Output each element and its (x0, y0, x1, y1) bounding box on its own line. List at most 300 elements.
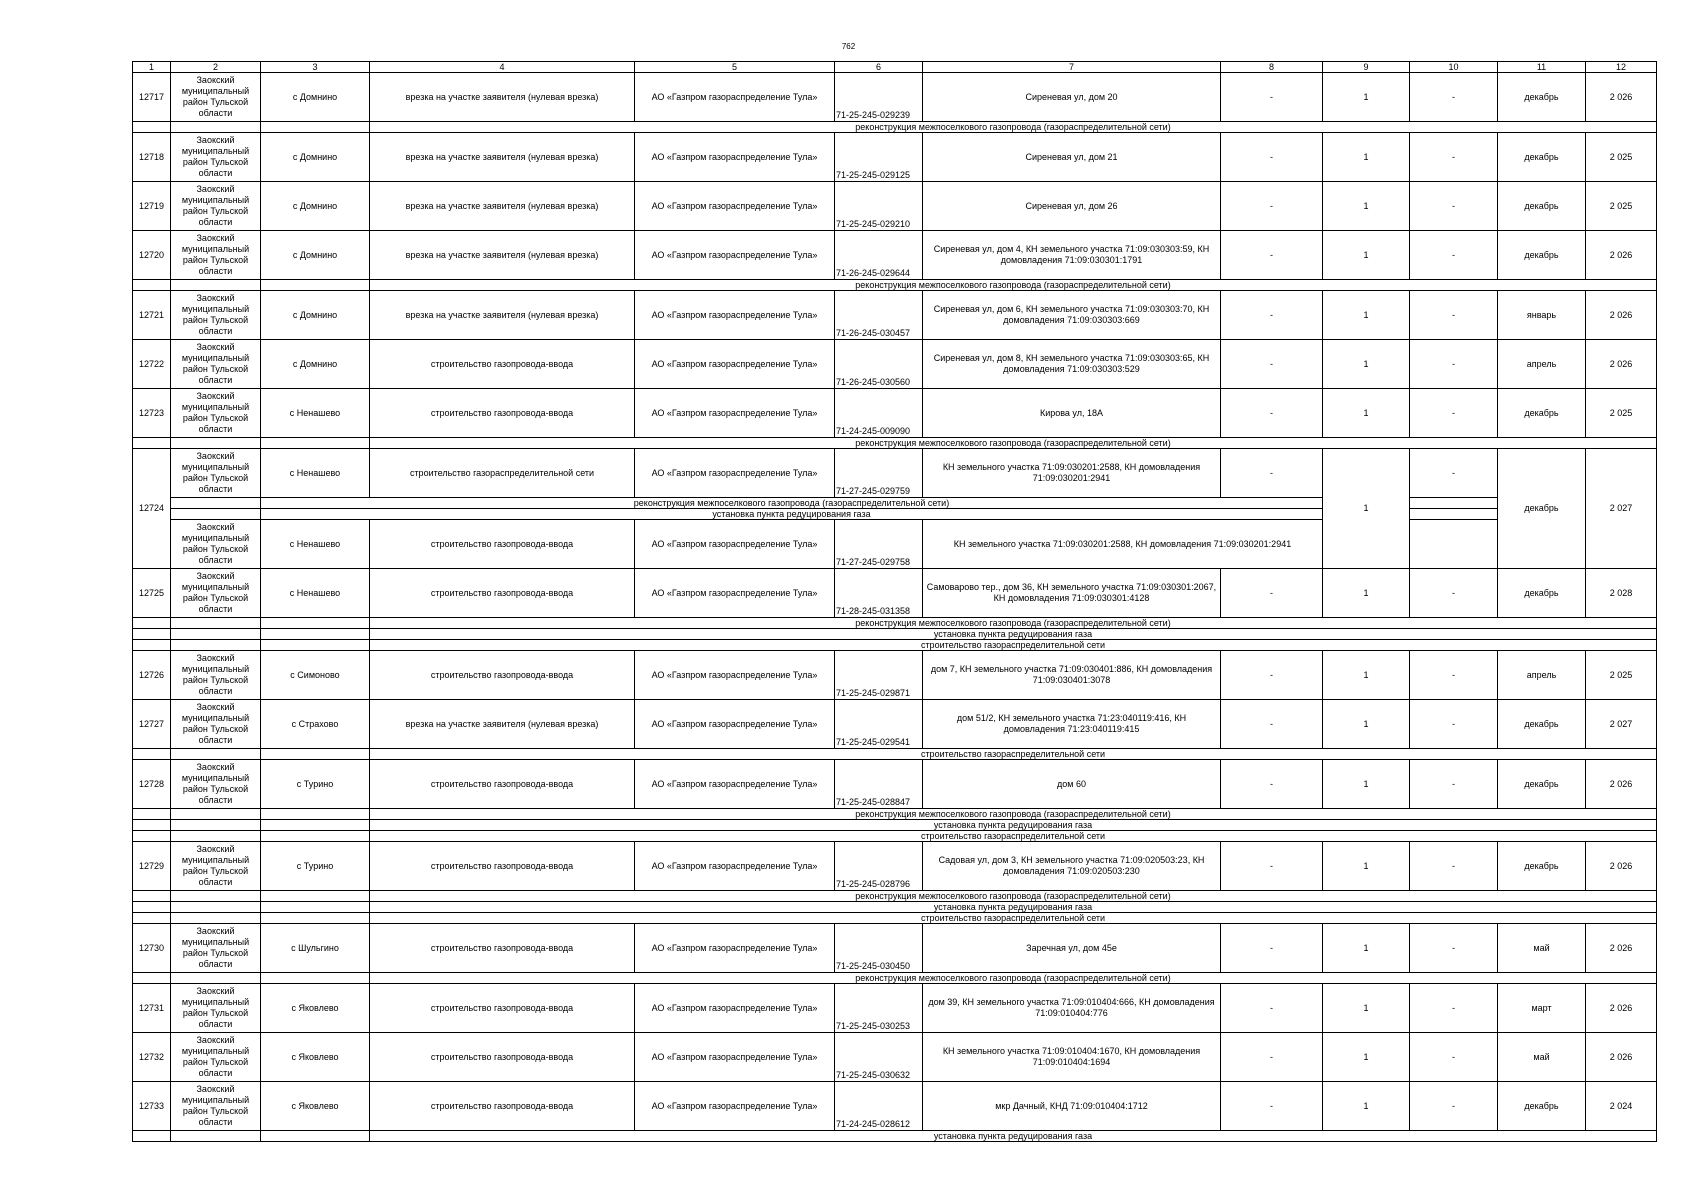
empty-cell (171, 902, 261, 913)
empty-cell (261, 902, 370, 913)
row-number: 12726 (133, 651, 171, 700)
sub-row-gas-reduction (133, 902, 1657, 913)
work-type-cell: строительство газопровода-ввода (370, 842, 635, 891)
col10-cell: - (1410, 984, 1498, 1033)
work-type-cell: строительство газораспределительной сети (370, 449, 635, 498)
col9-cell: 1 (1323, 449, 1410, 569)
settlement-cell: с Домнино (261, 182, 370, 231)
settlement-cell: с Ненашево (261, 449, 370, 498)
page-number: 762 (841, 42, 856, 51)
month-cell: май (1498, 924, 1586, 973)
sub-work-label: установка пункта редуцирования газа (261, 509, 1323, 520)
table-row (133, 924, 1657, 973)
col10-cell: - (1410, 449, 1498, 498)
table-row (133, 984, 1657, 1033)
organization-cell: АО «Газпром газораспределение Тула» (635, 1082, 835, 1131)
col9-cell: 1 (1323, 1082, 1410, 1131)
col9-cell: 1 (1323, 984, 1410, 1033)
settlement-cell: с Ненашево (261, 389, 370, 438)
application-code-cell: 71-25-245-028847 (835, 760, 923, 809)
district-cell: Заокский муниципальный район Тульской области (171, 760, 261, 809)
month-cell: декабрь (1498, 700, 1586, 749)
application-code-cell: 71-27-245-029758 (835, 520, 923, 569)
district-cell: Заокский муниципальный район Тульской области (171, 73, 261, 122)
table-row (133, 569, 1657, 618)
empty-cell (261, 438, 370, 449)
year-cell: 2 026 (1586, 291, 1657, 340)
empty-cell (261, 618, 370, 629)
col8-cell: - (1221, 700, 1323, 749)
year-cell: 2 025 (1586, 389, 1657, 438)
sub-row-reconstruction (133, 973, 1657, 984)
empty-cell (261, 1131, 370, 1142)
application-code-cell: 71-25-245-030632 (835, 1033, 923, 1082)
col10-cell: - (1410, 340, 1498, 389)
column-header-2: 2 (171, 62, 261, 73)
organization-cell: АО «Газпром газораспределение Тула» (635, 291, 835, 340)
sub-row-reconstruction (133, 498, 1657, 509)
district-cell: Заокский муниципальный район Тульской области (171, 449, 261, 498)
work-type-cell: строительство газопровода-ввода (370, 984, 635, 1033)
settlement-cell: с Домнино (261, 340, 370, 389)
address-cell: КН земельного участка 71:09:030201:2588, КН домовладения 71:09:030201:2941 (923, 449, 1221, 498)
address-cell: Самоварово тер., дом 36, КН земельного участка 71:09:030301:2067, КН домовладения 71:09:030301:4128 (923, 569, 1221, 618)
col10-cell: - (1410, 73, 1498, 122)
column-header-7: 7 (923, 62, 1221, 73)
district-cell: Заокский муниципальный район Тульской области (171, 520, 261, 569)
column-header-8: 8 (1221, 62, 1323, 73)
col10-cell: - (1410, 700, 1498, 749)
empty-cell (133, 749, 171, 760)
organization-cell: АО «Газпром газораспределение Тула» (635, 73, 835, 122)
month-cell: декабрь (1498, 760, 1586, 809)
col8-cell: - (1221, 984, 1323, 1033)
settlement-cell: с Ненашево (261, 520, 370, 569)
empty-cell (133, 820, 171, 831)
sub-row-gas-reduction (133, 629, 1657, 640)
address-cell: Сиреневая ул, дом 6, КН земельного участка 71:09:030303:70, КН домовладения 71:09:030303:669 (923, 291, 1221, 340)
row-number: 12727 (133, 700, 171, 749)
sub-work-label: реконструкция межпоселкового газопровода (газораспределительной сети) (370, 122, 1657, 133)
year-cell: 2 024 (1586, 1082, 1657, 1131)
table-row (133, 389, 1657, 438)
empty-cell (171, 891, 261, 902)
table-row (133, 231, 1657, 280)
settlement-cell: с Страхово (261, 700, 370, 749)
column-header-9: 9 (1323, 62, 1410, 73)
empty-cell (133, 809, 171, 820)
empty-cell (171, 498, 261, 509)
month-cell: декабрь (1498, 569, 1586, 618)
col9-cell: 1 (1323, 700, 1410, 749)
month-cell: декабрь (1498, 449, 1586, 569)
application-code-cell: 71-24-245-028612 (835, 1082, 923, 1131)
address-cell: Кирова ул, 18А (923, 389, 1221, 438)
table-row (133, 842, 1657, 891)
year-cell: 2 027 (1586, 700, 1657, 749)
year-cell: 2 025 (1586, 133, 1657, 182)
settlement-cell: с Ненашево (261, 569, 370, 618)
sub-work-label: строительство газораспределительной сети (370, 913, 1657, 924)
application-code-cell: 71-25-245-029871 (835, 651, 923, 700)
organization-cell: АО «Газпром газораспределение Тула» (635, 760, 835, 809)
settlement-cell: с Домнино (261, 231, 370, 280)
col9-cell: 1 (1323, 340, 1410, 389)
year-cell: 2 026 (1586, 1033, 1657, 1082)
district-cell: Заокский муниципальный район Тульской области (171, 984, 261, 1033)
column-header-1: 1 (133, 62, 171, 73)
col10-cell: - (1410, 651, 1498, 700)
district-cell: Заокский муниципальный район Тульской области (171, 1082, 261, 1131)
address-cell: дом 60 (923, 760, 1221, 809)
col10-cell: - (1410, 389, 1498, 438)
empty-cell (171, 280, 261, 291)
empty-cell (261, 820, 370, 831)
sub-row-reconstruction (133, 122, 1657, 133)
district-cell: Заокский муниципальный район Тульской области (171, 924, 261, 973)
settlement-cell: с Яковлево (261, 1033, 370, 1082)
sub-row-gas-network (133, 913, 1657, 924)
col10-cell: - (1410, 133, 1498, 182)
empty-cell (133, 973, 171, 984)
year-cell: 2 026 (1586, 760, 1657, 809)
table-row (133, 651, 1657, 700)
sub-work-label: строительство газораспределительной сети (370, 749, 1657, 760)
month-cell: декабрь (1498, 842, 1586, 891)
address-cell: дом 39, КН земельного участка 71:09:010404:666, КН домовладения 71:09:010404:776 (923, 984, 1221, 1033)
col10-cell (1410, 520, 1498, 569)
col9-cell: 1 (1323, 182, 1410, 231)
col10-cell: - (1410, 924, 1498, 973)
month-cell: апрель (1498, 651, 1586, 700)
col10-cell: - (1410, 231, 1498, 280)
year-cell: 2 026 (1586, 924, 1657, 973)
month-cell: май (1498, 1033, 1586, 1082)
month-cell: март (1498, 984, 1586, 1033)
organization-cell: АО «Газпром газораспределение Тула» (635, 651, 835, 700)
application-code-cell: 71-25-245-029239 (835, 73, 923, 122)
empty-cell (171, 640, 261, 651)
col9-cell: 1 (1323, 924, 1410, 973)
row-number: 12725 (133, 569, 171, 618)
empty-cell (1410, 498, 1498, 509)
settlement-cell: с Симоново (261, 651, 370, 700)
sub-work-label: реконструкция межпоселкового газопровода (газораспределительной сети) (370, 809, 1657, 820)
table-row (133, 133, 1657, 182)
table-row (133, 700, 1657, 749)
col8-cell: - (1221, 842, 1323, 891)
application-code-cell: 71-26-245-030560 (835, 340, 923, 389)
empty-cell (133, 913, 171, 924)
district-cell: Заокский муниципальный район Тульской области (171, 133, 261, 182)
table-row (133, 291, 1657, 340)
empty-cell (133, 122, 171, 133)
year-cell: 2 026 (1586, 73, 1657, 122)
settlement-cell: с Домнино (261, 133, 370, 182)
address-cell: Заречная ул, дом 45е (923, 924, 1221, 973)
empty-cell (171, 831, 261, 842)
district-cell: Заокский муниципальный район Тульской области (171, 340, 261, 389)
table-body (133, 62, 1657, 1142)
year-cell: 2 025 (1586, 182, 1657, 231)
col9-cell: 1 (1323, 291, 1410, 340)
col10-cell: - (1410, 760, 1498, 809)
organization-cell: АО «Газпром газораспределение Тула» (635, 984, 835, 1033)
works-table (132, 61, 1657, 1142)
row-number: 12721 (133, 291, 171, 340)
application-code-cell: 71-25-245-029210 (835, 182, 923, 231)
settlement-cell: с Турино (261, 760, 370, 809)
column-header-4: 4 (370, 62, 635, 73)
col10-cell: - (1410, 842, 1498, 891)
district-cell: Заокский муниципальный район Тульской области (171, 700, 261, 749)
empty-cell (133, 280, 171, 291)
organization-cell: АО «Газпром газораспределение Тула» (635, 520, 835, 569)
organization-cell: АО «Газпром газораспределение Тула» (635, 449, 835, 498)
col8-cell: - (1221, 924, 1323, 973)
work-type-cell: врезка на участке заявителя (нулевая врезка) (370, 73, 635, 122)
district-cell: Заокский муниципальный район Тульской области (171, 231, 261, 280)
sub-work-label: установка пункта редуцирования газа (370, 820, 1657, 831)
row-number: 12729 (133, 842, 171, 891)
work-type-cell: строительство газопровода-ввода (370, 924, 635, 973)
empty-cell (261, 891, 370, 902)
organization-cell: АО «Газпром газораспределение Тула» (635, 231, 835, 280)
empty-cell (171, 809, 261, 820)
organization-cell: АО «Газпром газораспределение Тула» (635, 1033, 835, 1082)
month-cell: апрель (1498, 340, 1586, 389)
address-cell: Сиреневая ул, дом 20 (923, 73, 1221, 122)
col10-cell: - (1410, 1033, 1498, 1082)
col9-cell: 1 (1323, 73, 1410, 122)
empty-cell (261, 280, 370, 291)
year-cell: 2 026 (1586, 842, 1657, 891)
month-cell: декабрь (1498, 182, 1586, 231)
col8-cell: - (1221, 389, 1323, 438)
district-cell: Заокский муниципальный район Тульской области (171, 291, 261, 340)
application-code-cell: 71-26-245-029644 (835, 231, 923, 280)
col8-cell: - (1221, 569, 1323, 618)
work-type-cell: врезка на участке заявителя (нулевая врезка) (370, 231, 635, 280)
address-cell: Сиреневая ул, дом 21 (923, 133, 1221, 182)
organization-cell: АО «Газпром газораспределение Тула» (635, 340, 835, 389)
row-number: 12728 (133, 760, 171, 809)
address-cell: КН земельного участка 71:09:010404:1670, КН домовладения 71:09:010404:1694 (923, 1033, 1221, 1082)
work-type-cell: строительство газопровода-ввода (370, 760, 635, 809)
application-code-cell: 71-25-245-028796 (835, 842, 923, 891)
empty-cell (261, 831, 370, 842)
row-number: 12718 (133, 133, 171, 182)
empty-cell (133, 902, 171, 913)
sub-row-reconstruction (133, 618, 1657, 629)
year-cell: 2 026 (1586, 340, 1657, 389)
sub-work-label: реконструкция межпоселкового газопровода (газораспределительной сети) (370, 973, 1657, 984)
col8-cell: - (1221, 291, 1323, 340)
settlement-cell: с Яковлево (261, 1082, 370, 1131)
sub-work-label: строительство газораспределительной сети (370, 640, 1657, 651)
sub-work-label: реконструкция межпоселкового газопровода (газораспределительной сети) (370, 618, 1657, 629)
row-number: 12724 (133, 449, 171, 569)
sub-work-label: реконструкция межпоселкового газопровода (газораспределительной сети) (370, 280, 1657, 291)
address-cell: Сиреневая ул, дом 4, КН земельного участка 71:09:030303:59, КН домовладения 71:09:030301:1791 (923, 231, 1221, 280)
application-code-cell: 71-27-245-029759 (835, 449, 923, 498)
empty-cell (261, 122, 370, 133)
row-number: 12720 (133, 231, 171, 280)
empty-cell (171, 438, 261, 449)
empty-cell (133, 618, 171, 629)
empty-cell (171, 629, 261, 640)
organization-cell: АО «Газпром газораспределение Тула» (635, 569, 835, 618)
year-cell: 2 025 (1586, 651, 1657, 700)
sub-row-gas-network (133, 640, 1657, 651)
district-cell: Заокский муниципальный район Тульской области (171, 842, 261, 891)
work-type-cell: врезка на участке заявителя (нулевая врезка) (370, 133, 635, 182)
address-cell: мкр Дачный, КНД 71:09:010404:1712 (923, 1082, 1221, 1131)
work-type-cell: строительство газопровода-ввода (370, 651, 635, 700)
table-row (133, 520, 1657, 569)
empty-cell (133, 640, 171, 651)
sub-row-gas-reduction (133, 820, 1657, 831)
sub-work-label: реконструкция межпоселкового газопровода (газораспределительной сети) (370, 438, 1657, 449)
table-row (133, 73, 1657, 122)
district-cell: Заокский муниципальный район Тульской области (171, 182, 261, 231)
empty-cell (261, 640, 370, 651)
application-code-cell: 71-25-245-030253 (835, 984, 923, 1033)
application-code-cell: 71-28-245-031358 (835, 569, 923, 618)
organization-cell: АО «Газпром газораспределение Тула» (635, 389, 835, 438)
empty-cell (261, 973, 370, 984)
row-number: 12723 (133, 389, 171, 438)
work-type-cell: строительство газопровода-ввода (370, 520, 635, 569)
row-number: 12717 (133, 73, 171, 122)
table-row (133, 1082, 1657, 1131)
sub-work-label: установка пункта редуцирования газа (370, 1131, 1657, 1142)
application-code-cell: 71-25-245-029125 (835, 133, 923, 182)
sub-work-label: реконструкция межпоселкового газопровода (газораспределительной сети) (261, 498, 1323, 509)
district-cell: Заокский муниципальный район Тульской области (171, 1033, 261, 1082)
col9-cell: 1 (1323, 389, 1410, 438)
empty-cell (171, 913, 261, 924)
col9-cell: 1 (1323, 651, 1410, 700)
year-cell: 2 028 (1586, 569, 1657, 618)
col9-cell: 1 (1323, 760, 1410, 809)
empty-cell (171, 820, 261, 831)
organization-cell: АО «Газпром газораспределение Тула» (635, 182, 835, 231)
address-cell: Сиреневая ул, дом 26 (923, 182, 1221, 231)
work-type-cell: строительство газопровода-ввода (370, 569, 635, 618)
month-cell: декабрь (1498, 389, 1586, 438)
month-cell: декабрь (1498, 1082, 1586, 1131)
col9-cell: 1 (1323, 569, 1410, 618)
col8-cell: - (1221, 1082, 1323, 1131)
work-type-cell: врезка на участке заявителя (нулевая врезка) (370, 182, 635, 231)
district-cell: Заокский муниципальный район Тульской области (171, 389, 261, 438)
col9-cell: 1 (1323, 842, 1410, 891)
col9-cell: 1 (1323, 231, 1410, 280)
settlement-cell: с Домнино (261, 291, 370, 340)
col8-cell: - (1221, 231, 1323, 280)
year-cell: 2 027 (1586, 449, 1657, 569)
organization-cell: АО «Газпром газораспределение Тула» (635, 700, 835, 749)
row-number: 12730 (133, 924, 171, 973)
settlement-cell: с Домнино (261, 73, 370, 122)
work-type-cell: врезка на участке заявителя (нулевая врезка) (370, 700, 635, 749)
empty-cell (133, 629, 171, 640)
col10-cell: - (1410, 569, 1498, 618)
address-cell: КН земельного участка 71:09:030201:2588, КН домовладения 71:09:030201:2941 (923, 520, 1323, 569)
empty-cell (171, 749, 261, 760)
table-row (133, 182, 1657, 231)
empty-cell (261, 629, 370, 640)
month-cell: декабрь (1498, 73, 1586, 122)
address-cell: дом 7, КН земельного участка 71:09:030401:886, КН домовладения 71:09:030401:3078 (923, 651, 1221, 700)
empty-cell (133, 1131, 171, 1142)
col9-cell: 1 (1323, 133, 1410, 182)
address-cell: Сиреневая ул, дом 8, КН земельного участка 71:09:030303:65, КН домовладения 71:09:030303:529 (923, 340, 1221, 389)
empty-cell (133, 831, 171, 842)
row-number: 12731 (133, 984, 171, 1033)
row-number: 12722 (133, 340, 171, 389)
year-cell: 2 026 (1586, 984, 1657, 1033)
work-type-cell: строительство газопровода-ввода (370, 340, 635, 389)
application-code-cell: 71-24-245-009090 (835, 389, 923, 438)
application-code-cell: 71-25-245-029541 (835, 700, 923, 749)
empty-cell (261, 749, 370, 760)
empty-cell (1410, 509, 1498, 520)
row-number: 12732 (133, 1033, 171, 1082)
sub-work-label: установка пункта редуцирования газа (370, 902, 1657, 913)
col8-cell: - (1221, 760, 1323, 809)
empty-cell (261, 913, 370, 924)
settlement-cell: с Турино (261, 842, 370, 891)
organization-cell: АО «Газпром газораспределение Тула» (635, 924, 835, 973)
column-header-3: 3 (261, 62, 370, 73)
empty-cell (171, 973, 261, 984)
organization-cell: АО «Газпром газораспределение Тула» (635, 842, 835, 891)
application-code-cell: 71-25-245-030450 (835, 924, 923, 973)
col8-cell: - (1221, 1033, 1323, 1082)
district-cell: Заокский муниципальный район Тульской области (171, 651, 261, 700)
table-row (133, 760, 1657, 809)
empty-cell (171, 509, 261, 520)
settlement-cell: с Шульгино (261, 924, 370, 973)
organization-cell: АО «Газпром газораспределение Тула» (635, 133, 835, 182)
sub-row-reconstruction (133, 809, 1657, 820)
work-type-cell: строительство газопровода-ввода (370, 389, 635, 438)
col8-cell: - (1221, 73, 1323, 122)
sub-work-label: установка пункта редуцирования газа (370, 629, 1657, 640)
empty-cell (171, 1131, 261, 1142)
col10-cell: - (1410, 1082, 1498, 1131)
column-header-6: 6 (835, 62, 923, 73)
empty-cell (261, 809, 370, 820)
col10-cell: - (1410, 291, 1498, 340)
col9-cell: 1 (1323, 1033, 1410, 1082)
column-header-5: 5 (635, 62, 835, 73)
empty-cell (133, 891, 171, 902)
district-cell: Заокский муниципальный район Тульской области (171, 569, 261, 618)
address-cell: дом 51/2, КН земельного участка 71:23:040119:416, КН домовладения 71:23:040119:415 (923, 700, 1221, 749)
row-number: 12733 (133, 1082, 171, 1131)
row-number: 12719 (133, 182, 171, 231)
col8-cell: - (1221, 651, 1323, 700)
sub-row-reconstruction (133, 891, 1657, 902)
empty-cell (171, 122, 261, 133)
settlement-cell: с Яковлево (261, 984, 370, 1033)
col8-cell: - (1221, 133, 1323, 182)
table-row (133, 1033, 1657, 1082)
table-row (133, 449, 1657, 498)
